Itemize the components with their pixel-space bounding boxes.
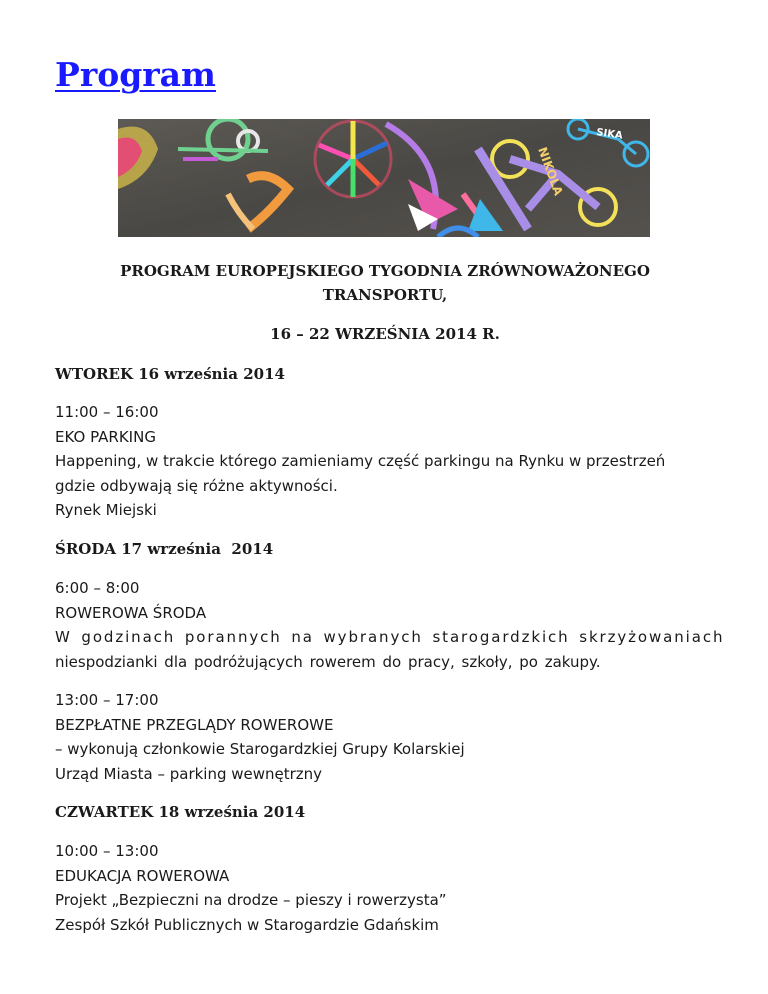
day-heading-tuesday: WTOREK 16 września 2014 [55, 365, 285, 383]
event-name: BEZPŁATNE PRZEGLĄDY ROWEROWE [55, 715, 334, 734]
program-dates: 16 – 22 WRZEŚNIA 2014 R. [270, 325, 500, 343]
event-name: EKO PARKING [55, 427, 156, 446]
program-title [55, 259, 715, 307]
event-time: 6:00 – 8:00 [55, 579, 140, 597]
event-name: EDUKACJA ROWEROWA [55, 866, 230, 885]
event-edukacja-rowerowa [55, 839, 715, 937]
chalk-drawings-on-pavement-image [118, 119, 650, 237]
program-title-line-1: PROGRAM EUROPEJSKIEGO TYGODNIA ZRÓWNOWAŻONEGO [120, 262, 650, 280]
day-heading-thursday: CZWARTEK 18 września 2014 [55, 803, 306, 821]
event-description-line: niespodzianki dla podróżujących rowerem do pracy, szkoły, po zakupy. [55, 652, 601, 671]
event-name: ROWEROWA ŚRODA [55, 603, 207, 622]
event-description-line: – wykonują członkowie Starogardzkiej Grupy Kolarskiej [55, 740, 465, 758]
page-title [55, 54, 216, 96]
event-rowerowa-sroda [55, 576, 725, 674]
event-przeglady-rowerowe [55, 688, 715, 786]
event-location: Zespół Szkół Publicznych w Starogardzie Gdańskim [55, 915, 439, 934]
event-time: 10:00 – 13:00 [55, 842, 159, 860]
event-description-line: gdzie odbywają się różne aktywności. [55, 476, 338, 495]
event-location: Urząd Miasta – parking wewnętrzny [55, 764, 323, 783]
chalk-text-nikola: NIKOLA [535, 145, 566, 198]
event-time: 13:00 – 17:00 [55, 691, 159, 709]
event-eko-parking [55, 400, 715, 523]
event-description-line: Projekt „Bezpieczni na drodze – pieszy i rowerzysta” [55, 891, 447, 909]
chalk-text-sika: SIKA [595, 127, 624, 142]
program-title-line-2: TRANSPORTU, [322, 286, 448, 304]
event-time: 11:00 – 16:00 [55, 403, 159, 421]
day-heading-wednesday: ŚRODA 17 września 2014 [55, 540, 274, 558]
event-location: Rynek Miejski [55, 501, 157, 519]
page-title-link[interactable]: Program [55, 55, 216, 94]
event-description-line: W godzinach porannych na wybranych starogardzkich skrzyżowaniach [55, 628, 725, 646]
event-description-line: Happening, w trakcie którego zamieniamy część parkingu na Rynku w przestrzeń [55, 452, 666, 470]
